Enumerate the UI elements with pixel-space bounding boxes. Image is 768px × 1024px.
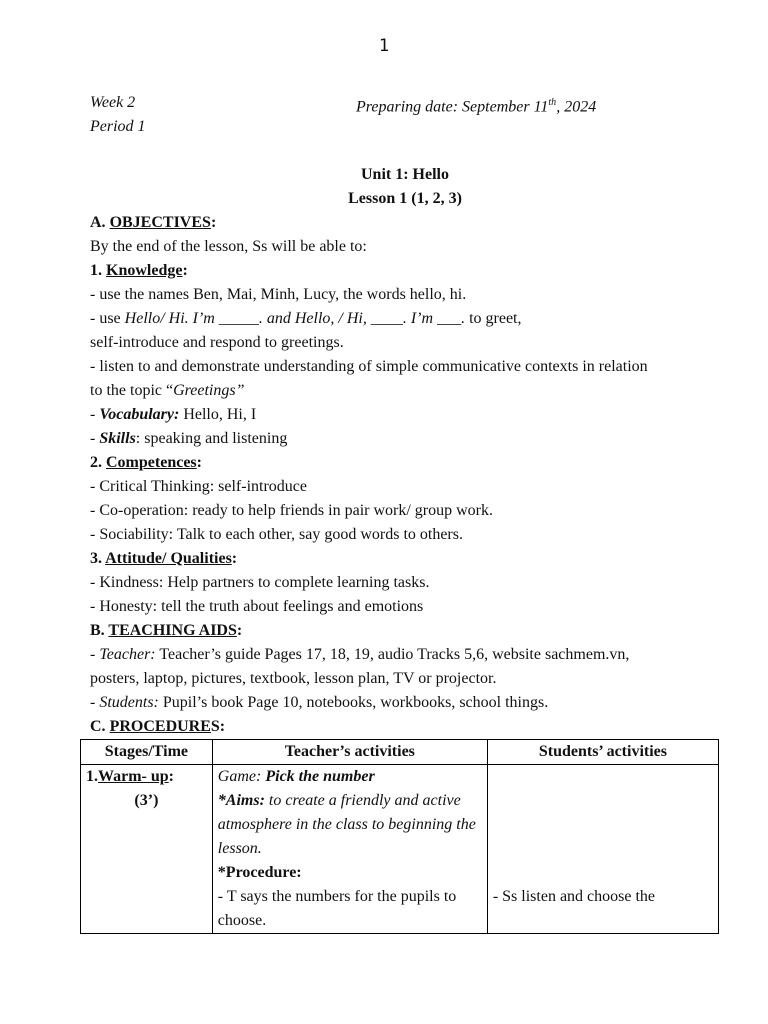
knowledge-item-2: - use Hello/ Hi. I’m _____. and Hello, / Hi, ____. I’m ___. to greet, <box>90 310 522 327</box>
lesson-plan-body <box>90 91 720 739</box>
attitude-heading: 3. Attitude/ Qualities: <box>90 550 238 567</box>
knowledge-heading: 1. Knowledge: <box>90 262 188 279</box>
teacher-aids-cont: posters, laptop, pictures, textbook, lesson plan, TV or projector. <box>90 670 497 687</box>
header-line-1 <box>90 91 720 115</box>
preparing-date: Preparing date: September 11th, 2024 <box>356 97 597 116</box>
teacher-aids: - Teacher: Teacher’s guide Pages 17, 18, 19, audio Tracks 5,6, website sachmem.vn, <box>90 646 630 663</box>
period-label: Period 1 <box>90 118 146 135</box>
procedure-label: *Procedure: <box>217 864 302 881</box>
knowledge-item-3-cont: to the topic “Greetings” <box>90 382 245 399</box>
col-header-students: Students’ activities <box>487 740 718 765</box>
page-number: 1 <box>378 36 390 56</box>
stage-name: 1.Warm- up: <box>86 768 174 785</box>
stage-time: (3’) <box>134 792 159 809</box>
competence-item-1: - Critical Thinking: self-introduce <box>90 478 307 495</box>
game-line: Game: Pick the number <box>217 768 375 785</box>
student-step: - Ss listen and choose the <box>492 888 656 905</box>
students-cell <box>487 765 718 934</box>
col-header-teacher: Teacher’s activities <box>212 740 487 765</box>
competence-item-3: - Sociability: Talk to each other, say good words to others. <box>90 526 463 543</box>
objectives-intro: By the end of the lesson, Ss will be able to: <box>90 238 367 255</box>
col-header-stages: Stages/Time <box>81 740 213 765</box>
knowledge-item-2-cont: self-introduce and respond to greetings. <box>90 334 344 351</box>
unit-title: Unit 1: Hello <box>361 166 449 183</box>
stage-cell <box>81 765 213 934</box>
competences-heading: 2. Competences: <box>90 454 202 471</box>
skills-item: - Skills: speaking and listening <box>90 430 288 447</box>
lesson-title: Lesson 1 (1, 2, 3) <box>348 190 462 207</box>
attitude-item-2: - Honesty: tell the truth about feelings and emotions <box>90 598 424 615</box>
section-procedures-heading: C. PROCEDURES: <box>90 718 226 735</box>
competence-item-2: - Co-operation: ready to help friends in pair work/ group work. <box>90 502 494 519</box>
aims-line: *Aims: to create a friendly and active atmosphere in the class to beginning the lesson. <box>217 792 476 857</box>
section-teaching-aids-heading: B. TEACHING AIDS: <box>90 622 243 639</box>
table-row <box>81 765 719 934</box>
procedures-table <box>80 739 719 934</box>
week-label: Week 2 <box>90 94 136 111</box>
vocabulary-item: - Vocabulary: Hello, Hi, I <box>90 406 257 423</box>
teacher-step: - T says the numbers for the pupils to choose. <box>217 888 457 929</box>
student-aids: - Students: Pupil’s book Page 10, notebooks, workbooks, school things. <box>90 694 549 711</box>
knowledge-item-1: - use the names Ben, Mai, Minh, Lucy, the words hello, hi. <box>90 286 467 303</box>
section-objectives-heading: A. OBJECTIVES: <box>90 214 217 231</box>
attitude-item-1: - Kindness: Help partners to complete learning tasks. <box>90 574 430 591</box>
teacher-cell <box>212 765 487 934</box>
knowledge-item-3: - listen to and demonstrate understanding of simple communicative contexts in relation <box>90 358 648 375</box>
table-header-row <box>81 740 719 765</box>
